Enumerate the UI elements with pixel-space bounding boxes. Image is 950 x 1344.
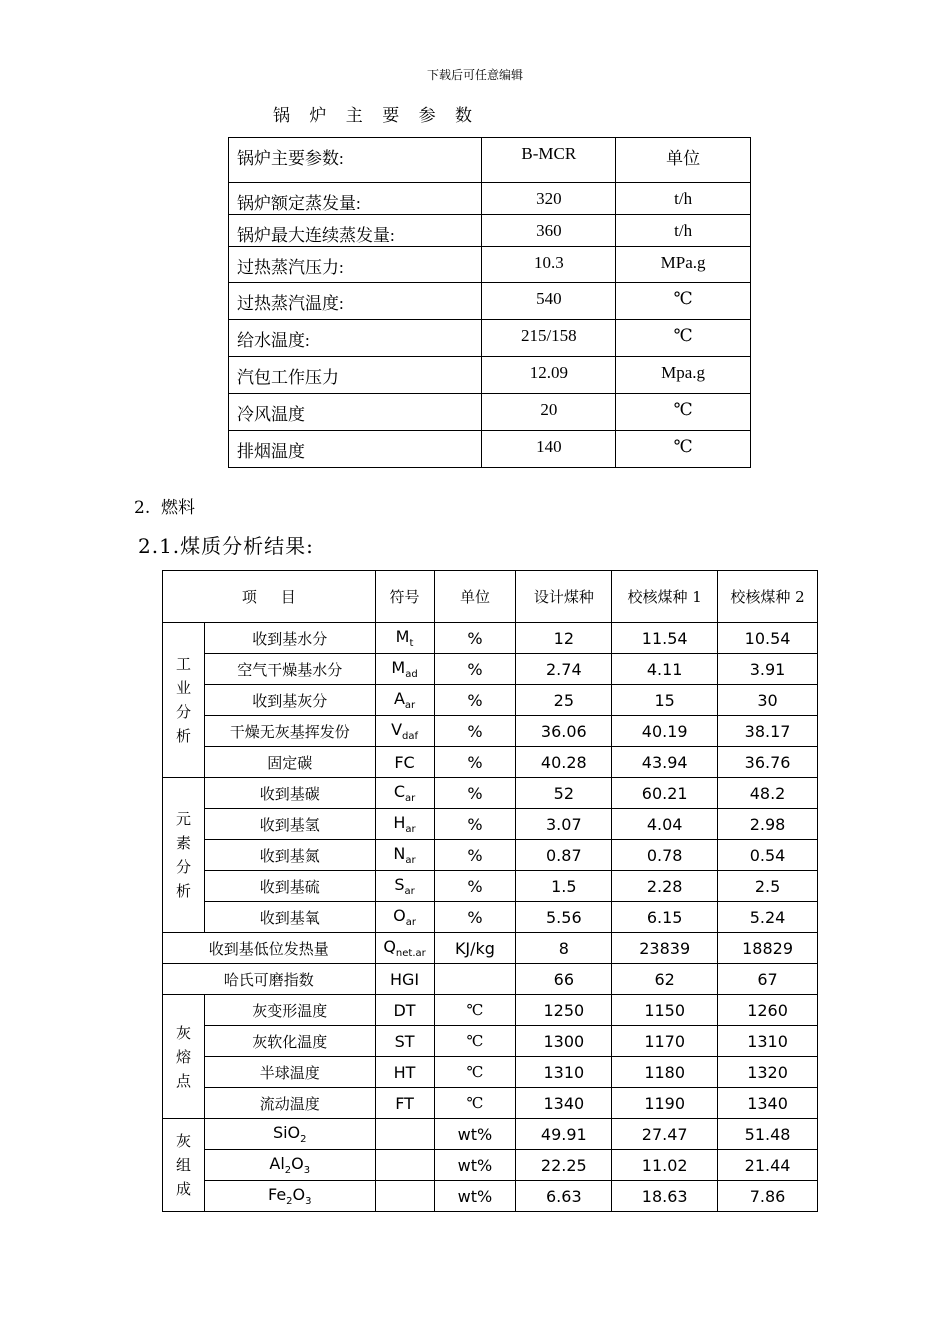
item-symbol: $M_t$	[375, 623, 434, 654]
item-symbol: FT	[375, 1088, 434, 1119]
value-check-coal-2: 21.44	[718, 1150, 818, 1181]
value-check-coal-1: 43.94	[612, 747, 718, 778]
value-check-coal-1: 62	[612, 964, 718, 995]
table-row	[163, 809, 818, 840]
table-row	[163, 654, 818, 685]
item-name: 收到基硫	[204, 871, 375, 902]
item-name: 哈氏可磨指数	[163, 964, 376, 995]
value-design-coal: 22.25	[516, 1150, 612, 1181]
param-name: 过热蒸汽温度:	[229, 283, 482, 320]
item-name: SiO$_2$	[204, 1119, 375, 1150]
item-symbol: HGI	[375, 964, 434, 995]
value-check-coal-2: 3.91	[718, 654, 818, 685]
param-value: 12.09	[482, 357, 616, 394]
value-design-coal: 3.07	[516, 809, 612, 840]
value-check-coal-1: 11.02	[612, 1150, 718, 1181]
item-name: 收到基碳	[204, 778, 375, 809]
value-check-coal-2: 2.5	[718, 871, 818, 902]
header-design-coal: 设计煤种	[516, 571, 612, 623]
item-symbol: FC	[375, 747, 434, 778]
table-row	[229, 357, 751, 394]
item-name: $Fe_2O_3$	[204, 1181, 375, 1212]
value-check-coal-1: 2.28	[612, 871, 718, 902]
item-unit: wt%	[434, 1181, 516, 1212]
item-symbol: $N_{ar}$	[375, 840, 434, 871]
item-symbol: $C_{ar}$	[375, 778, 434, 809]
param-unit: MPa.g	[616, 247, 751, 283]
item-unit	[434, 964, 516, 995]
item-unit: wt%	[434, 1150, 516, 1181]
value-design-coal: 5.56	[516, 902, 612, 933]
param-unit: ℃	[616, 394, 751, 431]
header-note: 下载后可任意编辑	[426, 68, 523, 82]
item-symbol: $V_{daf}$	[375, 716, 434, 747]
table-row	[163, 933, 818, 964]
header-cell: B-MCR	[482, 138, 616, 183]
value-check-coal-1: 1180	[612, 1057, 718, 1088]
item-symbol: $H_{ar}$	[375, 809, 434, 840]
table-row	[163, 1150, 818, 1181]
value-check-coal-2: 0.54	[718, 840, 818, 871]
value-design-coal: 1300	[516, 1026, 612, 1057]
header-cell: 锅炉主要参数:	[229, 138, 482, 183]
value-check-coal-1: 23839	[612, 933, 718, 964]
table-row	[163, 1026, 818, 1057]
param-unit: ℃	[616, 283, 751, 320]
header-symbol: 符号	[375, 571, 434, 623]
param-value: 320	[482, 183, 616, 215]
value-check-coal-2: 1260	[718, 995, 818, 1026]
param-value: 140	[482, 431, 616, 468]
table-row	[229, 320, 751, 357]
value-check-coal-2: 38.17	[718, 716, 818, 747]
param-value: 540	[482, 283, 616, 320]
table-row	[163, 623, 818, 654]
table-row	[229, 215, 751, 247]
value-design-coal: 12	[516, 623, 612, 654]
param-unit: t/h	[616, 215, 751, 247]
value-design-coal: 36.06	[516, 716, 612, 747]
value-check-coal-2: 10.54	[718, 623, 818, 654]
value-check-coal-2: 51.48	[718, 1119, 818, 1150]
param-name: 排烟温度	[229, 431, 482, 468]
value-check-coal-2: 1310	[718, 1026, 818, 1057]
item-symbol: $O_{ar}$	[375, 902, 434, 933]
table-header-row	[229, 138, 751, 183]
value-check-coal-2: 36.76	[718, 747, 818, 778]
item-unit: ℃	[434, 1088, 516, 1119]
item-unit: %	[434, 778, 516, 809]
value-design-coal: 40.28	[516, 747, 612, 778]
item-unit: %	[434, 871, 516, 902]
item-name: 收到基灰分	[204, 685, 375, 716]
value-check-coal-1: 1150	[612, 995, 718, 1026]
item-symbol	[375, 1119, 434, 1150]
table-row	[163, 1181, 818, 1212]
table-row	[163, 871, 818, 902]
item-name: 收到基水分	[204, 623, 375, 654]
value-check-coal-2: 5.24	[718, 902, 818, 933]
item-unit: %	[434, 747, 516, 778]
item-name: 固定碳	[204, 747, 375, 778]
value-check-coal-2: 48.2	[718, 778, 818, 809]
item-symbol: $A_{ar}$	[375, 685, 434, 716]
table-row	[163, 1088, 818, 1119]
table-header-row	[163, 571, 818, 623]
item-symbol	[375, 1181, 434, 1212]
value-design-coal: 2.74	[516, 654, 612, 685]
table-row	[163, 995, 818, 1026]
coal-analysis-table	[162, 570, 818, 1212]
heading-coal-analysis: 2.1.煤质分析结果:	[138, 534, 314, 558]
item-name: 收到基氢	[204, 809, 375, 840]
param-value: 20	[482, 394, 616, 431]
item-unit: %	[434, 685, 516, 716]
table-row	[229, 183, 751, 215]
value-check-coal-2: 2.98	[718, 809, 818, 840]
table-row	[163, 747, 818, 778]
item-name: 干燥无灰基挥发份	[204, 716, 375, 747]
group-label-element: 元 素 分 析	[163, 778, 205, 933]
table-row	[163, 778, 818, 809]
param-unit: t/h	[616, 183, 751, 215]
item-unit: ℃	[434, 995, 516, 1026]
table-row	[163, 1119, 818, 1150]
item-symbol: $S_{ar}$	[375, 871, 434, 902]
header-unit: 单位	[434, 571, 516, 623]
item-name: 流动温度	[204, 1088, 375, 1119]
item-unit: ℃	[434, 1026, 516, 1057]
value-design-coal: 49.91	[516, 1119, 612, 1150]
param-name: 过热蒸汽压力:	[229, 247, 482, 283]
heading-fuel: 2. 燃料	[134, 498, 196, 518]
item-name: 收到基氧	[204, 902, 375, 933]
item-name: 收到基低位发热量	[163, 933, 376, 964]
value-check-coal-1: 60.21	[612, 778, 718, 809]
table-row	[229, 247, 751, 283]
value-check-coal-1: 4.04	[612, 809, 718, 840]
value-check-coal-1: 1170	[612, 1026, 718, 1057]
value-check-coal-2: 1320	[718, 1057, 818, 1088]
value-design-coal: 52	[516, 778, 612, 809]
param-value: 10.3	[482, 247, 616, 283]
item-name: 空气干燥基水分	[204, 654, 375, 685]
value-check-coal-2: 30	[718, 685, 818, 716]
item-symbol	[375, 1150, 434, 1181]
value-design-coal: 1340	[516, 1088, 612, 1119]
boiler-params-table	[228, 137, 751, 468]
header-check-coal-2: 校核煤种 2	[718, 571, 818, 623]
item-symbol: $Q_{net.ar}$	[375, 933, 434, 964]
value-design-coal: 6.63	[516, 1181, 612, 1212]
item-name: 灰软化温度	[204, 1026, 375, 1057]
value-check-coal-1: 1190	[612, 1088, 718, 1119]
value-design-coal: 0.87	[516, 840, 612, 871]
param-unit: Mpa.g	[616, 357, 751, 394]
value-design-coal: 1.5	[516, 871, 612, 902]
table-row	[163, 964, 818, 995]
value-check-coal-1: 4.11	[612, 654, 718, 685]
item-unit: %	[434, 809, 516, 840]
value-design-coal: 1310	[516, 1057, 612, 1088]
item-symbol: HT	[375, 1057, 434, 1088]
table-row	[229, 394, 751, 431]
value-check-coal-2: 18829	[718, 933, 818, 964]
item-name: $Al_2O_3$	[204, 1150, 375, 1181]
param-value: 215/158	[482, 320, 616, 357]
value-design-coal: 66	[516, 964, 612, 995]
value-design-coal: 8	[516, 933, 612, 964]
value-design-coal: 1250	[516, 995, 612, 1026]
table-row	[163, 840, 818, 871]
item-unit: ℃	[434, 1057, 516, 1088]
table-row	[229, 283, 751, 320]
value-check-coal-2: 7.86	[718, 1181, 818, 1212]
group-label-ash-melt: 灰 熔 点	[163, 995, 205, 1119]
item-unit: KJ/kg	[434, 933, 516, 964]
table-row	[229, 431, 751, 468]
value-design-coal: 25	[516, 685, 612, 716]
table-row	[163, 716, 818, 747]
value-check-coal-2: 67	[718, 964, 818, 995]
table-row	[163, 902, 818, 933]
item-unit: %	[434, 654, 516, 685]
param-name: 冷风温度	[229, 394, 482, 431]
header-check-coal-1: 校核煤种 1	[612, 571, 718, 623]
value-check-coal-1: 18.63	[612, 1181, 718, 1212]
param-unit: ℃	[616, 431, 751, 468]
item-symbol: DT	[375, 995, 434, 1026]
param-name: 给水温度:	[229, 320, 482, 357]
value-check-coal-1: 6.15	[612, 902, 718, 933]
param-name: 锅炉额定蒸发量:	[229, 183, 482, 215]
table-row	[163, 1057, 818, 1088]
section-title: 锅 炉 主 要 参 数	[273, 106, 480, 126]
header-cell: 单位	[616, 138, 751, 183]
param-name: 汽包工作压力	[229, 357, 482, 394]
group-label-industrial: 工 业 分 析	[163, 623, 205, 778]
value-check-coal-1: 15	[612, 685, 718, 716]
item-name: 收到基氮	[204, 840, 375, 871]
value-check-coal-1: 0.78	[612, 840, 718, 871]
value-check-coal-1: 11.54	[612, 623, 718, 654]
group-label-ash-comp: 灰 组 成	[163, 1119, 205, 1212]
item-symbol: ST	[375, 1026, 434, 1057]
value-check-coal-2: 1340	[718, 1088, 818, 1119]
item-name: 灰变形温度	[204, 995, 375, 1026]
item-unit: %	[434, 716, 516, 747]
item-unit: wt%	[434, 1119, 516, 1150]
item-symbol: $M_{ad}$	[375, 654, 434, 685]
item-unit: %	[434, 840, 516, 871]
item-unit: %	[434, 902, 516, 933]
param-value: 360	[482, 215, 616, 247]
item-name: 半球温度	[204, 1057, 375, 1088]
value-check-coal-1: 40.19	[612, 716, 718, 747]
table-row	[163, 685, 818, 716]
param-unit: ℃	[616, 320, 751, 357]
param-name: 锅炉最大连续蒸发量:	[229, 215, 482, 247]
header-item: 项 目	[163, 571, 376, 623]
value-check-coal-1: 27.47	[612, 1119, 718, 1150]
item-unit: %	[434, 623, 516, 654]
